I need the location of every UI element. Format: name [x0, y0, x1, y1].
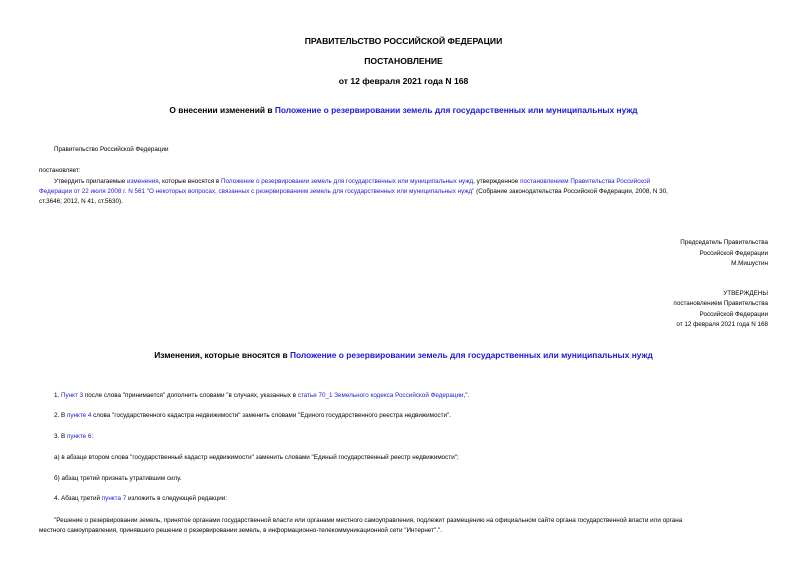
item-3-text-a: 3. В — [54, 433, 67, 440]
signature-name: М.Мишустин — [731, 260, 768, 267]
item-1-link-point-3[interactable]: Пункт 3 — [61, 392, 84, 399]
item-1-text-a: после слова "принимается" дополнить словами "в случаях, указанных в — [83, 392, 298, 399]
document-title — [0, 105, 807, 115]
p1-text-a: Утвердить прилагаемые — [54, 178, 127, 185]
quote-line-1: "Решение о резервировании земель, принятое органами государственной власти или органами местного самоуправления, подлежит размещению на официальном сайте органа государственной власти или органа — [54, 517, 683, 524]
item-4-text-a: 4. Абзац третий — [54, 495, 102, 502]
item-1-link-land-code[interactable]: статье 70_1 Земельного кодекса Российской Федерации — [297, 392, 464, 399]
document-type: ПОСТАНОВЛЕНИЕ — [364, 56, 443, 66]
paragraph-1-line-2 — [39, 188, 668, 195]
decree-link-part-1[interactable]: постановлением Правительства Российской — [520, 178, 651, 185]
changes-title — [0, 350, 807, 360]
item-3 — [54, 433, 93, 440]
p1-text-d: (Собрание законодательства Российской Федерации, 2008, N 30, — [474, 188, 668, 195]
government-heading: ПРАВИТЕЛЬСТВО РОССИЙСКОЙ ФЕДЕРАЦИИ — [304, 36, 503, 46]
issuer-text: Правительство Российской Федерации — [54, 146, 169, 153]
item-2-text-b: слова "государственного кадастра недвижимости" заменить словами "Единого государственного реестра недвижимости". — [91, 412, 452, 419]
approved-country: Российской Федерации — [699, 311, 768, 318]
changes-title-link[interactable]: Положение о резервировании земель для государственных или муниципальных нужд — [289, 350, 653, 360]
p1-text-c: , утвержденное — [473, 178, 521, 185]
item-3-text-b: : — [91, 433, 94, 440]
signature-position: Председатель Правительства — [680, 239, 768, 246]
item-4 — [54, 495, 227, 502]
changes-link[interactable]: изменения — [127, 178, 159, 185]
quote-line-2: местного самоуправления, принявшего решение о резервировании земель, в информационно-телекоммуникационной сети "Интернет".". — [39, 527, 442, 534]
title-link[interactable]: Положение о резервировании земель для государственных или муниципальных нужд — [274, 105, 638, 115]
item-2-link-point-4[interactable]: пункте 4 — [66, 412, 92, 419]
item-4-link-point-7[interactable]: пункта 7 — [101, 495, 127, 502]
title-prefix: О внесении изменений в — [169, 105, 275, 115]
decrees-text: постановляет: — [39, 167, 81, 174]
decree-link-part-2[interactable]: Федерации от 22 июля 2008 г. N 561 "О некоторых вопросах, связанных с резервированием земель для государственных или муниципальных нужд" — [39, 188, 475, 195]
item-4-text-b: изложить в следующей редакции: — [126, 495, 227, 502]
document-date: от 12 февраля 2021 года N 168 — [338, 76, 469, 86]
item-3a: а) в абзаце втором слова "государственный кадастр недвижимости" заменить словами "Единый государственный реестр недвижимости"; — [54, 454, 459, 461]
p1-text-b: , которые вносятся в — [158, 178, 222, 185]
paragraph-1-line-1 — [54, 178, 650, 185]
approved-date: от 12 февраля 2021 года N 168 — [676, 321, 768, 328]
item-2 — [54, 412, 451, 419]
approved-heading: УТВЕРЖДЕНЫ — [723, 290, 768, 297]
item-3-link-point-6[interactable]: пункте 6 — [66, 433, 92, 440]
item-1-text-b: ,". — [463, 392, 470, 399]
paragraph-1-line-3: ст.3646; 2012, N 41, ст.5630). — [39, 198, 123, 205]
item-3b: б) абзац третий признать утратившим силу. — [54, 475, 182, 482]
approved-by: постановлением Правительства — [673, 300, 768, 307]
changes-title-prefix: Изменения, которые вносятся в — [154, 350, 290, 360]
item-2-text-a: 2. В — [54, 412, 67, 419]
signature-country: Российской Федерации — [699, 250, 768, 257]
item-1 — [54, 392, 469, 399]
item-1-number: 1. — [54, 392, 62, 399]
regulation-link[interactable]: Положение о резервировании земель для государственных или муниципальных нужд — [221, 178, 474, 185]
